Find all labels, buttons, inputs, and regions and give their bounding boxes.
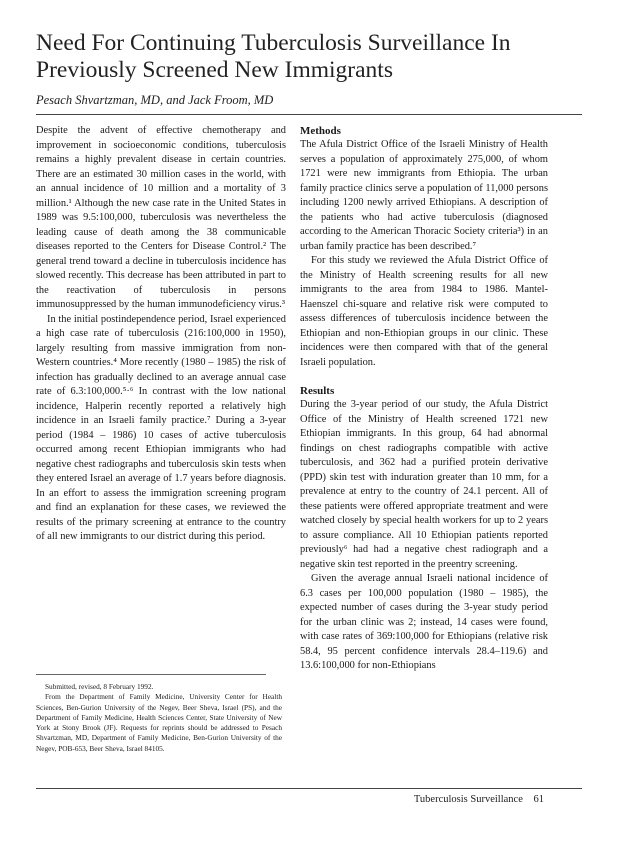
right-column xyxy=(300,124,548,674)
intro-paragraph-2: In the initial postindependence period, Israel experienced a high case rate of tuberculosis (216:100,000 in 1950), largely resulting from massive immigration from non-Western countries.⁴ More recently (1980 – 1985) the risk of infection has gradually declined to an average annual case rate of 6.3:100,000.⁵·⁶ In contrast with the low national incidence, Halperin recently reported a relatively high incidence in an Israeli family practice.⁷ During a 3-year period (1984 – 1986) 10 cases of active tuberculosis occurred among recent Ethiopian immigrants who had negative chest radiographs and tuberculosis skin tests when they entered Israel an average of 1.7 years before diagnosis. In an effort to assess the immigration screening program and find an explanation for these cases, we reviewed the results of the primary screening at entrance to the country of all new immigrants to our district during this period. xyxy=(36,313,286,542)
article-title: Need For Continuing Tuberculosis Surveillance In Previously Screened New Immigrants xyxy=(36,30,511,83)
running-footer xyxy=(414,794,544,805)
footnote-rule xyxy=(36,674,266,675)
page-number: 61 xyxy=(533,794,544,805)
methods-heading: Methods xyxy=(300,125,341,137)
footnotes xyxy=(36,682,282,754)
header-rule xyxy=(36,114,582,115)
footnote-affiliation: From the Department of Family Medicine, University Center for Health Sciences, Ben-Gurion University of the Negev, Beer Sheva, Israel (PS), and the Department of Family Medicine, Health Sciences Center, State University of New York at Stony Brook (JF). Requests for reprints should be addressed to Pesach Shvartzman, MD, Department of Family Medicine, Ben-Gurion University of the Negev, POB-653, Beer Sheva, Israel 84105. xyxy=(36,692,282,753)
results-paragraph-2: Given the average annual Israeli national incidence of 6.3 cases per 100,000 population (1980 – 1985), the expected number of cases during the 3-year study period for the urban clinic was 2; instead, 14 cases were found, with case rates of 369:100,000 for Ethiopians (relative risk 58.4, 95 percent confidence intervals 28.4–119.6) and 13.6:100,000 for non-Ethiopians xyxy=(300,573,548,671)
article-authors: Pesach Shvartzman, MD, and Jack Froom, MD xyxy=(36,93,274,107)
methods-paragraph-1: The Afula District Office of the Israeli Ministry of Health serves a population of approximately 275,000, of whom 1721 were new immigrants from Ethiopia. The urban family practice clinics serve a population of 11,000 persons including 1200 newly arrived Ethiopians. A description of the patients who had active tuberculosis (diagnosed according to the American Thoracic Society criteria³) in an urban family practice has been described.⁷ xyxy=(300,139,548,252)
results-paragraph-1: During the 3-year period of our study, the Afula District Office of the Ministry of Health screened 1721 new Ethiopian immigrants. In this group, 64 had abnormal findings on chest radiographs compatible with active tuberculosis, and 362 had a purified protein derivative (PPD) skin test with induration greater than 10 mm, for a prevalence at entry to the country of 24.1 percent. All of these patients were offered appropriate treatment and were watched closely by special health workers for up to 2 years to assure compliance. All 10 Ethiopian patients reported previously⁶ had had a negative chest radiograph and a negative skin test reported in the preentry screening. xyxy=(300,399,548,570)
left-column xyxy=(36,124,286,545)
intro-paragraph-1: Despite the advent of effective chemotherapy and improvement in socioeconomic conditions, tuberculosis remains a highly prevalent disease in certain countries. There are an estimated 30 million cases in the world, with an annual incidence of 10 million and a mortality of 3 million.¹ Although the new case rate in the United States in 1989 was 9.5:100,000, tuberculosis was nevertheless the leading cause of death among the 38 communicable diseases reported to the Centers for Disease Control.² The general trend toward a decline in tuberculosis incidence has slowed recently. This decrease has been attributed in part to the reactivation of tuberculosis in persons immunosuppressed by the human immunodeficiency virus.³ xyxy=(36,125,286,310)
section-gap xyxy=(300,370,548,384)
results-heading: Results xyxy=(300,385,335,397)
running-title: Tuberculosis Surveillance xyxy=(413,794,523,805)
footnote-submitted: Submitted, revised, 8 February 1992. xyxy=(45,682,154,691)
footer-rule xyxy=(36,788,582,789)
methods-paragraph-2: For this study we reviewed the Afula District Office of the Ministry of Health screening results for all new immigrants to the area from 1984 to 1986. Mantel-Haenszel chi-square and relative risk were computed to assess differences of tuberculosis incidence between the Ethiopian and non-Ethiopian groups in our clinic. These incidences were then compared with that of the general Israeli population. xyxy=(300,255,548,368)
